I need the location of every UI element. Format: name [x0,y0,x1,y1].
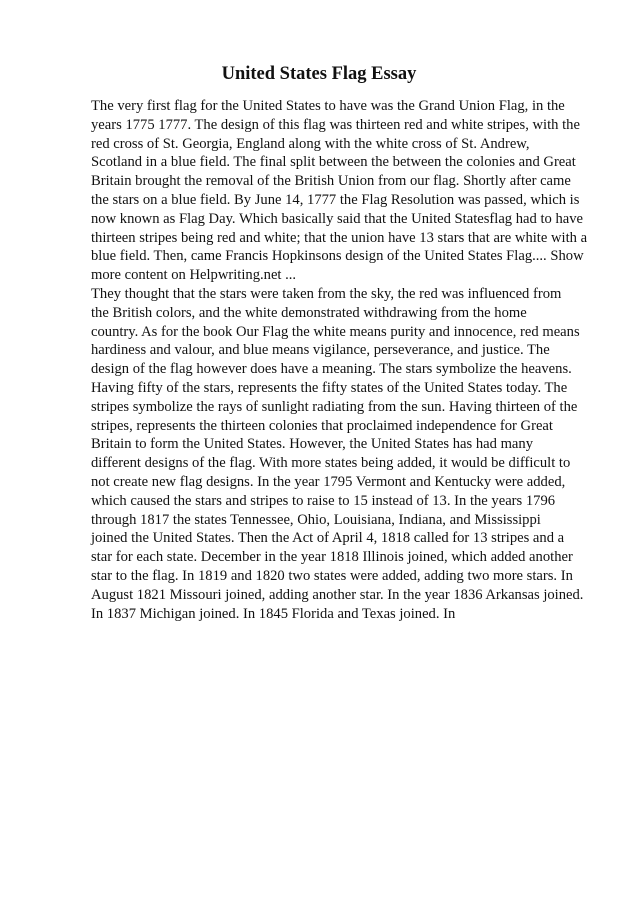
text-line: star for each state. December in the year 1818 Illinois joined, which added another [91,549,573,566]
text-line: through 1817 the states Tennessee, Ohio, Louisiana, Indiana, and Mississippi [91,511,541,528]
text-line: August 1821 Missouri joined, adding another star. In the year 1836 Arkansas joined. [91,586,584,603]
text-line: now known as Flag Day. Which basically said that the United Statesflag had to have [91,210,584,227]
text-line: the stars on a blue field. By June 14, 1777 the Flag Resolution was passed, which is [91,191,580,208]
text-line: joined the United States. Then the Act of April 4, 1818 called for 13 stripes and a [91,530,565,547]
text-line: They thought that the stars were taken from the sky, the red was influenced from [91,285,562,302]
text-line: which caused the stars and stripes to raise to 15 instead of 13. In the years 1796 [91,492,556,509]
text-line: star to the flag. In 1819 and 1820 two states were added, adding two more stars. In [91,567,573,584]
text-line: red cross of St. Georgia, England along with the white cross of St. Andrew, [91,135,530,152]
essay-body [91,97,611,623]
text-line: Having fifty of the stars, represents the fifty states of the United States today. The [91,379,568,396]
text-line: The very first flag for the United States to have was the Grand Union Flag, in the [91,98,565,114]
text-line: thirteen stripes being red and white; that the union have 13 stars that are white with a [91,229,588,246]
text-line: In 1837 Michigan joined. In 1845 Florida and Texas joined. In [91,605,456,622]
text-line: years 1775 1777. The design of this flag was thirteen red and white stripes, with the [91,116,580,133]
document-title: United States Flag Essay [221,64,417,84]
text-line: design of the flag however does have a meaning. The stars symbolize the heavens. [91,361,572,378]
text-line: country. As for the book Our Flag the white means purity and innocence, red means [91,323,580,340]
text-line: hardiness and valour, and blue means vigilance, perseverance, and justice. The [91,342,550,359]
text-line: different designs of the flag. With more states being added, it would be difficult to [91,455,571,472]
text-line: stripes, represents the thirteen colonies that proclaimed independence for Great [91,417,553,434]
text-line: Britain brought the removal of the British Union from our flag. Shortly after came [91,173,571,190]
text-line: blue field. Then, came Francis Hopkinsons design of the United States Flag.... Show [91,248,584,265]
text-line: the British colors, and the white demonstrated withdrawing from the home [91,304,527,321]
text-line: stripes symbolize the rays of sunlight radiating from the sun. Having thirteen of the [91,398,578,415]
text-line: not create new flag designs. In the year 1795 Vermont and Kentucky were added, [91,473,566,490]
text-line: more content on Helpwriting.net ... [91,267,297,284]
text-line: Britain to form the United States. However, the United States has had many [91,436,533,453]
text-line: Scotland in a blue field. The final split between the between the colonies and Great [91,154,576,171]
